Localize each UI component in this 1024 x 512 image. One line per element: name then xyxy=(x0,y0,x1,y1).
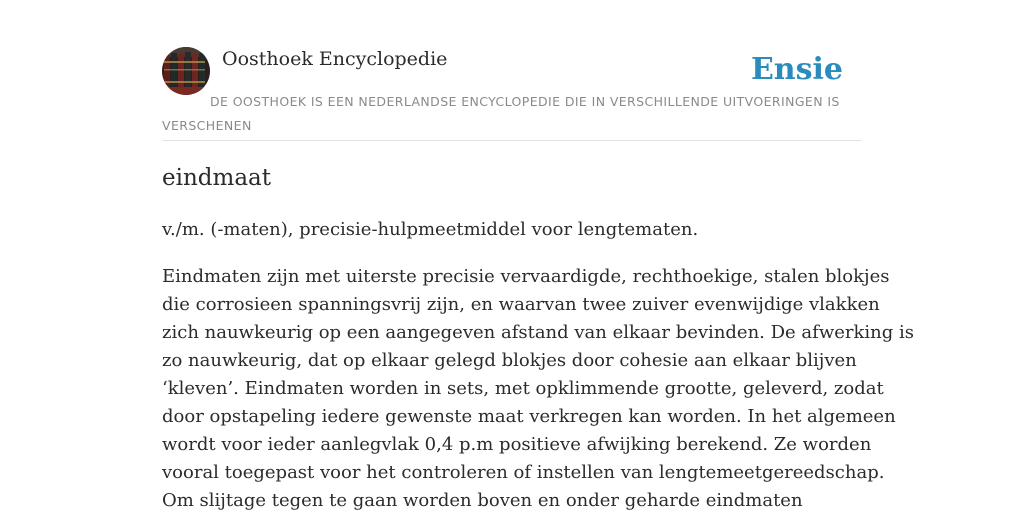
entry-definition: v./m. (-maten), precisie-hulpmeetmiddel voor lengtematen. xyxy=(162,219,699,240)
entry-title: eindmaat xyxy=(162,165,271,191)
body-line: zo nauwkeurig, dat op elkaar gelegd blokjes door cohesie aan elkaar blijven xyxy=(162,350,857,371)
site-title[interactable]: Oosthoek Encyclopedie xyxy=(222,48,448,70)
body-line: die corrosieen spanningsvrij zijn, en waarvan twee zuiver evenwijdige vlakken xyxy=(162,294,880,315)
body-line: ‘kleven’. Eindmaten worden in sets, met opklimmende grootte, geleverd, zodat xyxy=(162,378,884,399)
body-line: zich nauwkeurig op een aangegeven afstand van elkaar bevinden. De afwerking is xyxy=(162,322,914,343)
site-header xyxy=(162,46,862,141)
avatar[interactable] xyxy=(162,47,210,95)
brand-logo[interactable]: Ensie xyxy=(750,52,843,87)
body-line: door opstapeling iedere gewenste maat verkregen kan worden. In het algemeen xyxy=(162,406,896,427)
site-tagline: DE OOSTHOEK IS EEN NEDERLANDSE ENCYCLOPEDIE DIE IN VERSCHILLENDE UITVOERINGEN IS VERSCHENEN xyxy=(162,94,840,133)
entry-body xyxy=(162,263,914,512)
body-line: Eindmaten zijn met uiterste precisie vervaardigde, rechthoekige, stalen blokjes xyxy=(162,266,890,287)
body-line: vooral toegepast voor het controleren of instellen van lengtemeetgereedschap. xyxy=(162,462,885,483)
body-line: wordt voor ieder aanlegvlak 0,4 p.m positieve afwijking berekend. Ze worden xyxy=(162,434,872,455)
body-line: Om slijtage tegen te gaan worden boven en onder geharde eindmaten xyxy=(162,490,803,511)
book-spines-icon xyxy=(162,47,210,95)
